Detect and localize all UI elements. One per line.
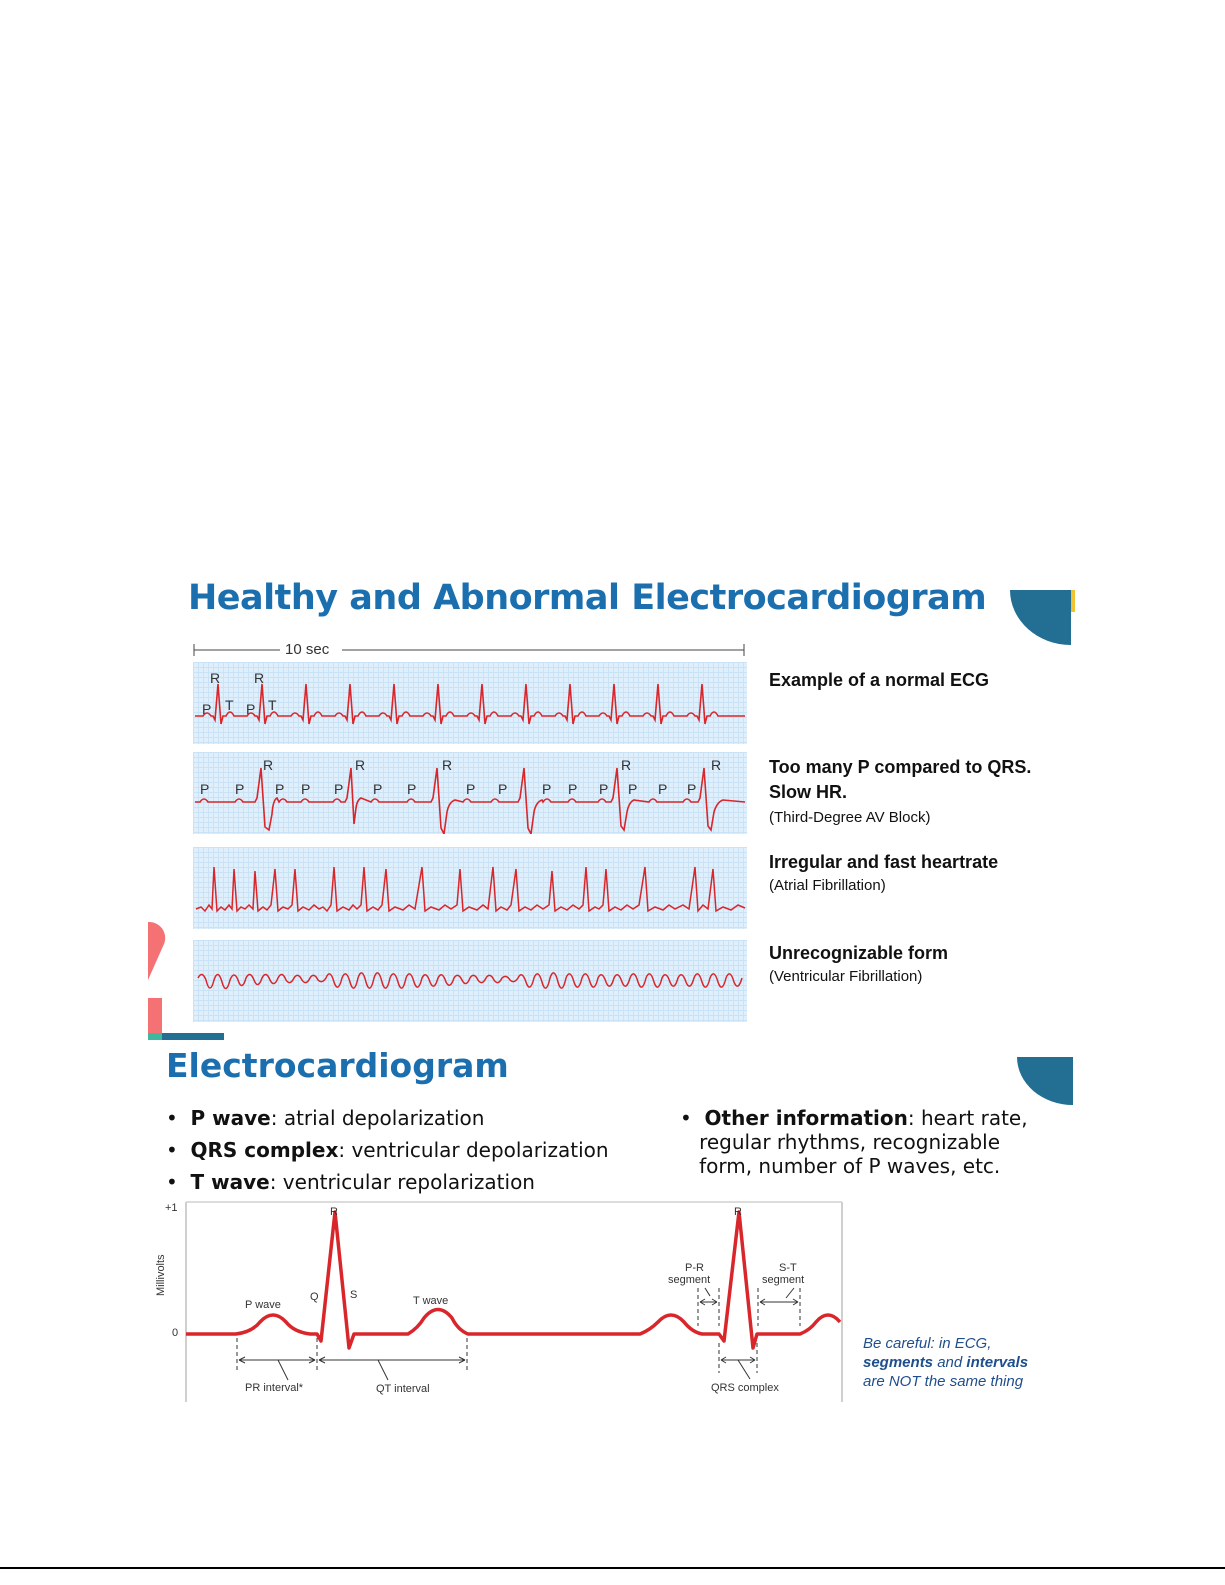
caption-subtitle: (Third-Degree AV Block)	[769, 809, 931, 826]
wave-label-r: R	[442, 757, 453, 773]
wave-label-p: P	[568, 781, 578, 797]
label-s: S	[350, 1289, 358, 1301]
caption-line: Irregular and fast heartrate	[769, 852, 999, 872]
label-q: Q	[310, 1291, 319, 1303]
label-qt-interval: QT interval	[376, 1383, 430, 1395]
label-pr-interval: PR interval*	[245, 1382, 304, 1394]
caption-line: Slow HR.	[769, 782, 848, 802]
wave-label-p: P	[246, 701, 256, 717]
wave-label-p: P	[466, 781, 476, 797]
wave-label-p: P	[658, 781, 668, 797]
note-bold: intervals	[966, 1354, 1029, 1371]
corner-decoration-bottom	[1013, 1055, 1075, 1107]
wave-label-r: R	[355, 757, 366, 773]
bullet-t-wave: • T wave: ventricular repolarization	[166, 1170, 535, 1194]
caption-av-block	[769, 755, 1031, 830]
wave-label-p: P	[334, 781, 344, 797]
caption-normal-ecg	[769, 670, 989, 691]
wave-label-r: R	[711, 757, 722, 773]
caption-atrial-fibrillation	[769, 850, 998, 898]
segments-intervals-note	[863, 1334, 1028, 1391]
wave-label-p: P	[235, 781, 245, 797]
note-line: are NOT the same thing	[863, 1373, 1024, 1390]
corner-decoration-top	[1005, 585, 1075, 647]
ecg-trace-av-block	[195, 768, 745, 834]
bullet-term: P wave	[190, 1106, 271, 1130]
caption-ventricular-fibrillation	[769, 941, 948, 989]
wave-label-p: P	[687, 781, 697, 797]
wave-label-p: P	[628, 781, 638, 797]
bullet-desc: regular rhythms, recognizable	[699, 1130, 1001, 1154]
ecg-trace-afib	[196, 867, 745, 911]
ecg-strip-normal	[193, 662, 747, 744]
label-qrs-complex: QRS complex	[711, 1382, 779, 1394]
bullet-term: QRS complex	[190, 1138, 339, 1162]
caption-line: Unrecognizable form	[769, 943, 949, 963]
wave-label-p: P	[498, 781, 508, 797]
time-scale-bar	[190, 640, 750, 660]
note-text: and	[933, 1354, 967, 1371]
bullet-p-wave: • P wave: atrial depolarization	[166, 1106, 485, 1130]
label-pr-segment: segment	[668, 1274, 711, 1286]
note-line: Be careful: in ECG,	[863, 1335, 992, 1352]
wave-label-r: R	[254, 670, 265, 686]
wave-label-p: P	[407, 781, 417, 797]
y-zero-label: 0	[172, 1327, 179, 1339]
wave-label-p: P	[301, 781, 311, 797]
bullet-desc: : ventricular depolarization	[338, 1138, 609, 1162]
slide1-title: Healthy and Abnormal Electrocardiogram	[188, 578, 987, 618]
label-p-wave: P wave	[245, 1299, 281, 1311]
wave-label-p: P	[202, 701, 212, 717]
caption-line: Too many P compared to QRS.	[769, 757, 1032, 777]
label-pr-segment: P-R	[685, 1262, 704, 1274]
ecg-trace-vfib	[198, 973, 742, 989]
ecg-strip-atrial-fibrillation	[193, 847, 747, 929]
label-st-segment: S-T	[779, 1262, 797, 1274]
ecg-trace-normal	[195, 684, 745, 724]
label-r1: R	[330, 1206, 338, 1218]
bullet-term: T wave	[190, 1170, 270, 1194]
ecg-strip-av-block	[193, 752, 747, 834]
label-t-wave: T wave	[413, 1295, 449, 1307]
bullet-desc: : heart rate,	[907, 1106, 1028, 1130]
bullet-term: Other information	[704, 1106, 908, 1130]
bullet-desc: form, number of P waves, etc.	[699, 1154, 1001, 1178]
bullet-desc: : atrial depolarization	[270, 1106, 485, 1130]
caption-subtitle: (Ventricular Fibrillation)	[769, 968, 923, 985]
y-axis-label: Millivolts	[155, 1254, 167, 1296]
bullet-desc: : ventricular repolarization	[269, 1170, 535, 1194]
wave-label-p: P	[373, 781, 383, 797]
wave-label-r: R	[263, 757, 274, 773]
av-block-labels	[200, 757, 721, 797]
wave-label-p: P	[275, 781, 285, 797]
bullet-qrs-complex: • QRS complex: ventricular depolarization	[166, 1138, 609, 1162]
wave-label-t: T	[268, 697, 277, 713]
label-st-segment: segment	[762, 1274, 805, 1286]
note-bold: segments	[863, 1354, 934, 1371]
wave-label-p: P	[542, 781, 552, 797]
page-bottom-rule	[0, 1567, 1225, 1569]
ecg-waveform	[186, 1212, 840, 1348]
wave-label-t: T	[225, 697, 234, 713]
wave-label-p: P	[599, 781, 609, 797]
ecg-wave-diagram	[150, 1198, 850, 1402]
wave-label-r: R	[210, 670, 221, 686]
note-line	[863, 1353, 1028, 1372]
bullet-other-information: • Other information: heart rate, regular rhythms, recognizable form, number of P waves, etc.	[680, 1106, 1028, 1178]
label-r2: R	[734, 1206, 742, 1218]
ecg-strip-ventricular-fibrillation	[193, 940, 747, 1022]
wave-label-p: P	[200, 781, 210, 797]
y-max-label: +1	[165, 1202, 178, 1214]
time-scale-label: 10 sec	[285, 641, 330, 658]
slide2-title: Electrocardiogram	[166, 1046, 509, 1085]
bullet-list	[166, 1106, 1166, 1206]
caption-line: Example of a normal ECG	[769, 670, 990, 690]
caption-subtitle: (Atrial Fibrillation)	[769, 877, 886, 894]
wave-label-r: R	[621, 757, 632, 773]
